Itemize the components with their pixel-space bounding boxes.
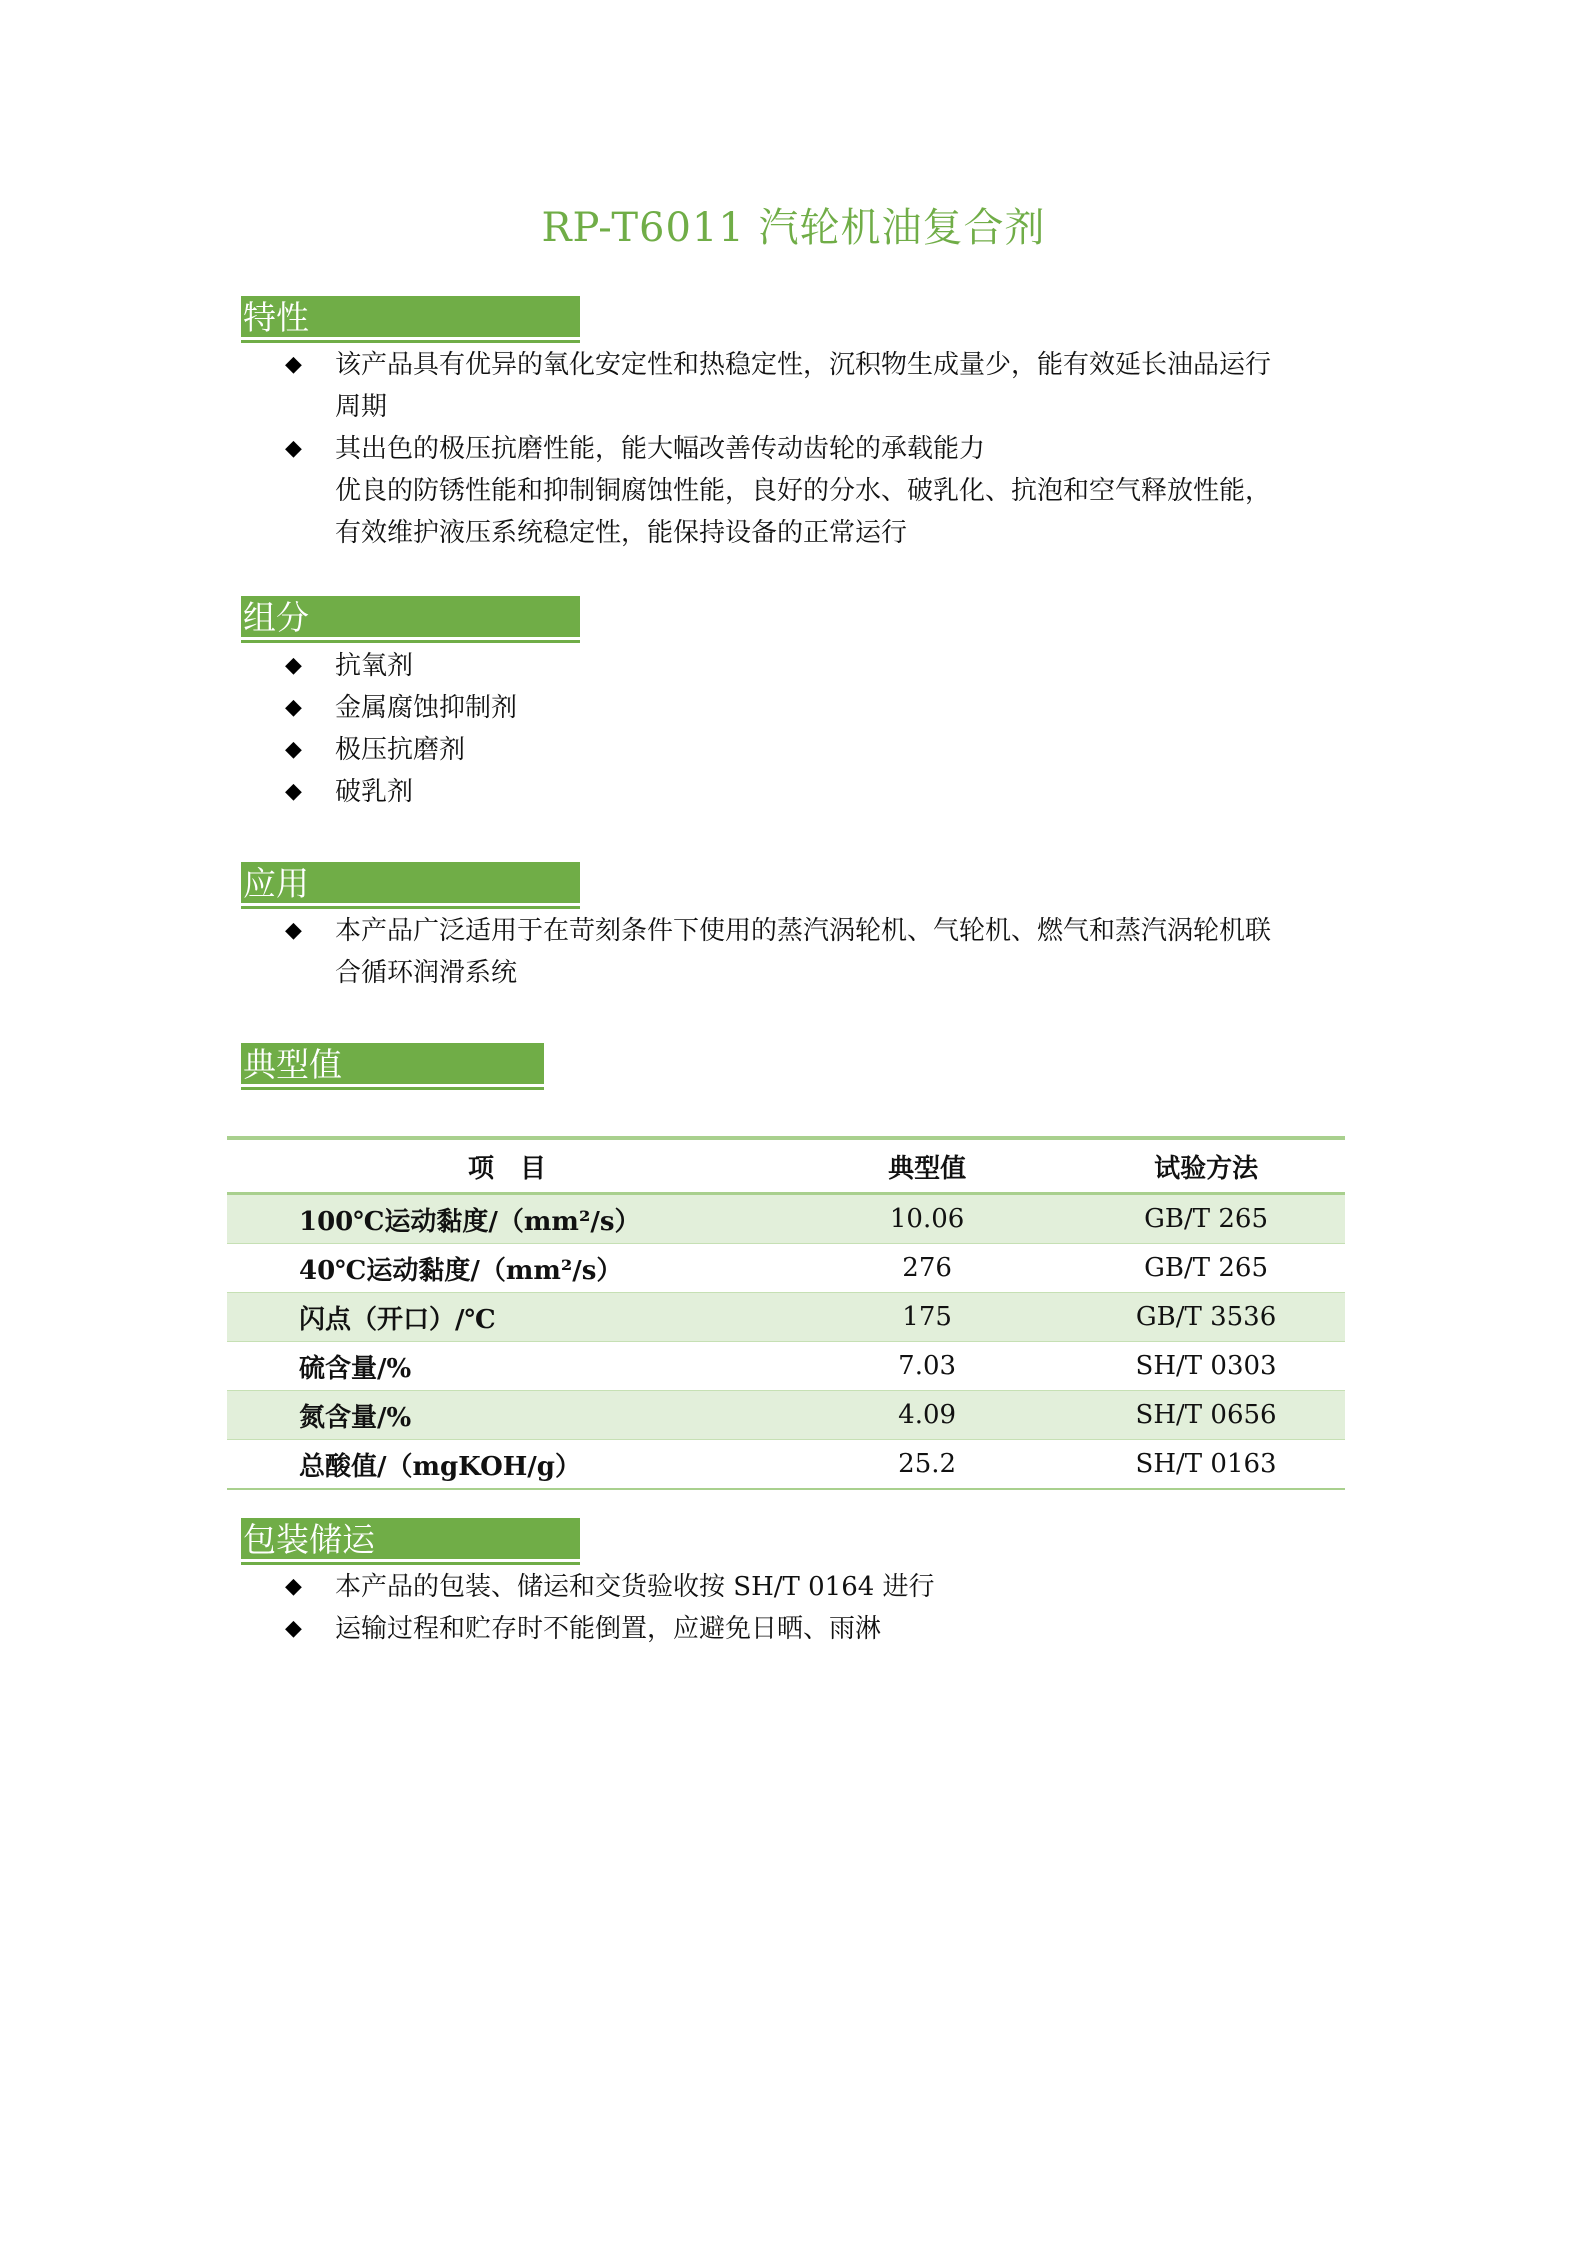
cell-value: 25.2 [787,1440,1067,1490]
cell-value: 4.09 [787,1391,1067,1440]
application-list [285,910,1365,994]
table-header-row [227,1138,1345,1194]
cell-value: 7.03 [787,1342,1067,1391]
cell-item: 硫含量/% [227,1342,787,1391]
cell-method: SH/T 0656 [1067,1391,1345,1440]
section-heading-composition: 组分 [241,596,580,640]
column-header-value: 典型值 [787,1138,1067,1194]
cell-item: 40℃运动黏度/（mm²/s） [227,1244,787,1293]
list-item: 周期 [335,392,388,422]
list-item: 合循环润滑系统 [335,958,518,988]
cell-value: 175 [787,1293,1067,1342]
cell-item: 100℃运动黏度/（mm²/s） [227,1194,787,1244]
table-row [227,1342,1345,1391]
cell-item: 总酸值/（mgKOH/g） [227,1440,787,1490]
list-item: ◆ 本产品的包装、储运和交货验收按 SH/T 0164 进行 [285,1566,1365,1608]
cell-method: GB/T 265 [1067,1194,1345,1244]
cell-method: SH/T 0163 [1067,1440,1345,1490]
list-item: ◆ 该产品具有优异的氧化安定性和热稳定性，沉积物生成量少，能有效延长油品运行 [285,344,1365,386]
column-header-method: 试验方法 [1067,1138,1345,1194]
composition-list [285,645,1365,813]
list-item: ◆ 极压抗磨剂 [285,729,1365,771]
packaging-list [285,1566,1365,1650]
list-item: ◆ 本产品广泛适用于在苛刻条件下使用的蒸汽涡轮机、气轮机、燃气和蒸汽涡轮机联 [285,910,1365,952]
list-item: ◆ 抗氧剂 [285,645,1365,687]
section-heading-application: 应用 [241,862,580,906]
table-row [227,1440,1345,1490]
list-item: ◆ 运输过程和贮存时不能倒置，应避免日晒、雨淋 [285,1608,1365,1650]
page-title: RP-T6011 汽轮机油复合剂 [541,205,1046,251]
typical-values-table [227,1136,1345,1490]
cell-method: GB/T 3536 [1067,1293,1345,1342]
cell-value: 10.06 [787,1194,1067,1244]
table-row [227,1293,1345,1342]
list-item: ◆ 其出色的极压抗磨性能，能大幅改善传动齿轮的承载能力 [285,428,1365,470]
table-row [227,1391,1345,1440]
column-header-item: 项 目 [227,1138,787,1194]
cell-item: 闪点（开口）/℃ [227,1293,787,1342]
list-item: 优良的防锈性能和抑制铜腐蚀性能，良好的分水、破乳化、抗泡和空气释放性能， [335,476,1272,506]
section-heading-features: 特性 [241,296,580,340]
cell-method: GB/T 265 [1067,1244,1345,1293]
section-heading-typical: 典型值 [241,1043,544,1087]
list-item: ◆ 破乳剂 [285,771,1365,813]
cell-value: 276 [787,1244,1067,1293]
section-heading-packaging: 包装储运 [241,1518,580,1562]
cell-item: 氮含量/% [227,1391,787,1440]
list-item: ◆ 金属腐蚀抑制剂 [285,687,1365,729]
table-row [227,1244,1345,1293]
table-row [227,1194,1345,1244]
cell-method: SH/T 0303 [1067,1342,1345,1391]
features-list [285,344,1365,554]
list-item: 有效维护液压系统稳定性，能保持设备的正常运行 [335,518,908,548]
